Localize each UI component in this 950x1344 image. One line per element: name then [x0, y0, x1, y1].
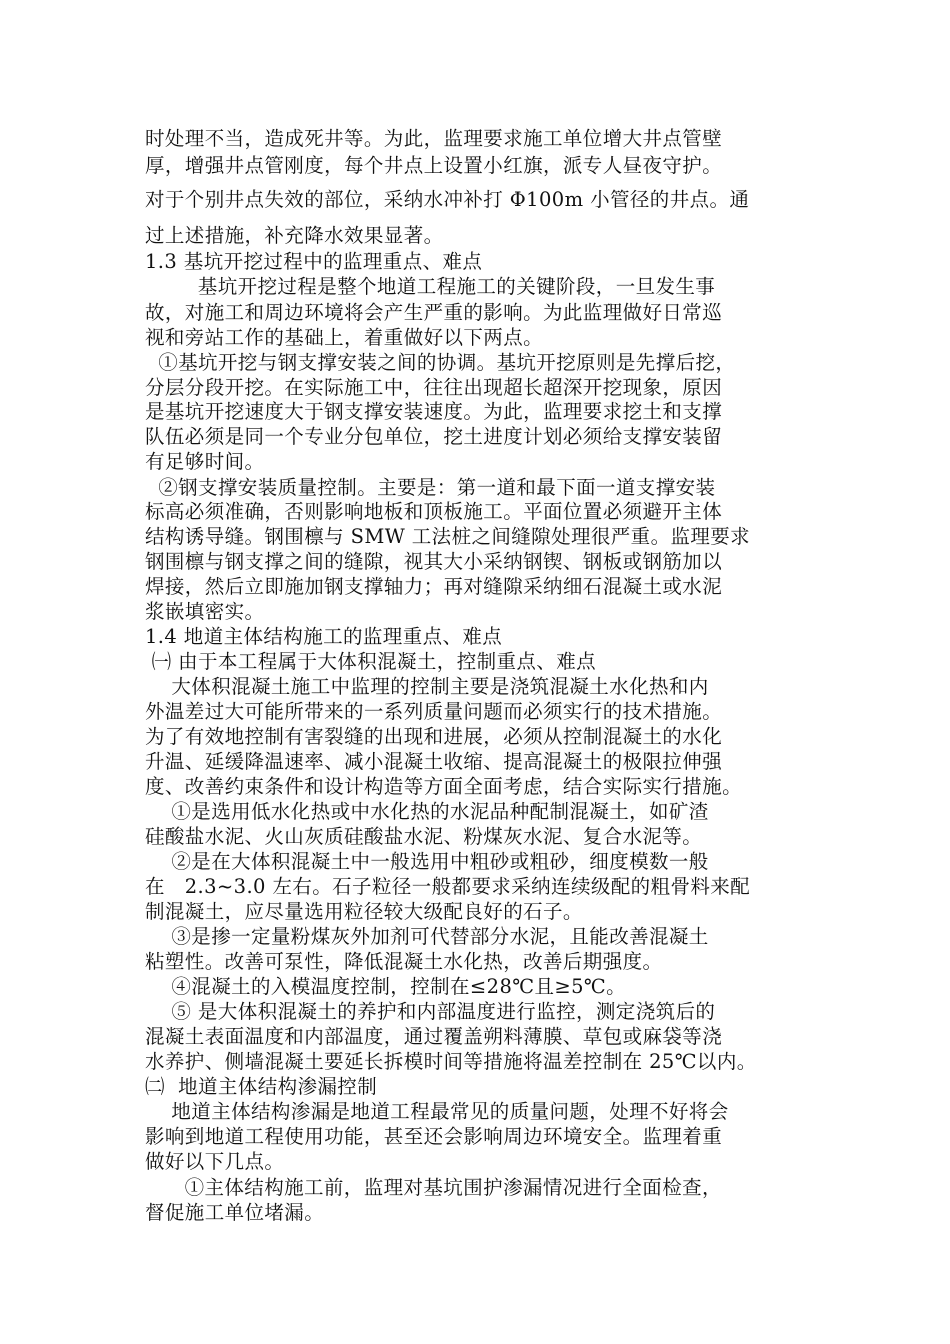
text-line: 故，对施工和周边环境将会产生严重的影响。为此监理做好日常巡 — [145, 301, 723, 324]
text-line: ③是掺一定量粉煤灰外加剂可代替部分水泥，且能改善混凝土 — [145, 925, 709, 948]
text-line: ⑤ 是大体积混凝土的养护和内部温度进行监控，测定浇筑后的 — [145, 1000, 716, 1023]
text-line: 督促施工单位堵漏。 — [145, 1201, 325, 1224]
text-line: 度、改善约束条件和设计构造等方面全面考虑，结合实际实行措施。 — [145, 775, 743, 798]
text-line: 视和旁站工作的基础上，着重做好以下两点。 — [145, 326, 544, 349]
text-line: 大体积混凝土施工中监理的控制主要是浇筑混凝土水化热和内 — [145, 675, 709, 698]
text-line: 粘塑性。改善可泵性，降低混凝土水化热，改善后期强度。 — [145, 950, 663, 973]
text-line: 硅酸盐水泥、火山灰质硅酸盐水泥、粉煤灰水泥、复合水泥等。 — [145, 825, 703, 848]
text-line: 在 2.3~3.0 左右。石子粒径一般都要求采纳连续级配的粗骨料来配 — [145, 875, 751, 898]
text-line: 对于个别井点失效的部位，采纳水冲补打 Φ100m 小管径的井点。通 — [145, 188, 750, 211]
text-line: 分层分段开挖。在实际施工中，往往出现超长超深开挖现象，原因 — [145, 376, 723, 399]
subsection-heading: ㈡ 地道主体结构渗漏控制 — [145, 1075, 378, 1098]
text-line: 基坑开挖过程是整个地道工程施工的关键阶段，一旦发生事 — [145, 275, 716, 298]
text-line: 为了有效地控制有害裂缝的出现和进展，必须从控制混凝土的水化 — [145, 725, 723, 748]
subsection-heading: ㈠ 由于本工程属于大体积混凝土，控制重点、难点 — [145, 650, 596, 673]
text-line: 结构诱导缝。钢围檩与 SMW 工法桩之间缝隙处理很严重。监理要求 — [145, 525, 751, 548]
text-line: 做好以下几点。 — [145, 1150, 285, 1173]
text-line: ①主体结构施工前，监理对基坑围护渗漏情况进行全面检查， — [145, 1176, 722, 1199]
text-line: 制混凝土，应尽量选用粒径较大级配良好的石子。 — [145, 900, 583, 923]
text-line: ④混凝土的入模温度控制，控制在≤28℃且≥5℃。 — [145, 975, 627, 998]
text-line: 水养护、侧墙混凝土要延长拆模时间等措施将温差控制在 25℃以内。 — [145, 1050, 757, 1073]
text-line: 是基坑开挖速度大于钢支撑安装速度。为此，监理要求挖土和支撑 — [145, 400, 723, 423]
text-line: ②钢支撑安装质量控制。主要是：第一道和最下面一道支撑安装 — [145, 476, 716, 499]
text-line: 焊接，然后立即施加钢支撑轴力；再对缝隙采纳细石混凝土或水泥 — [145, 575, 723, 598]
text-line: 混凝土表面温度和内部温度，通过覆盖朔料薄膜、草包或麻袋等浇 — [145, 1025, 723, 1048]
text-line: ①是选用低水化热或中水化热的水泥品种配制混凝土，如矿渣 — [145, 800, 709, 823]
text-line: 升温、延缓降温速率、减小混凝土收缩、提高混凝土的极限拉伸强 — [145, 750, 723, 773]
text-line: 外温差过大可能所带来的一系列质量问题而必须实行的技术措施。 — [145, 700, 723, 723]
text-line: 厚，增强井点管刚度，每个井点上设置小红旗，派专人昼夜守护。 — [145, 154, 723, 177]
section-heading: 1.4 地道主体结构施工的监理重点、难点 — [145, 625, 503, 648]
text-line: 时处理不当，造成死井等。为此，监理要求施工单位增大井点管壁 — [145, 127, 723, 150]
text-line: 队伍必须是同一个专业分包单位，挖土进度计划必须给支撑安装留 — [145, 425, 723, 448]
text-line: 浆嵌填密实。 — [145, 600, 265, 623]
text-line: 标高必须准确，否则影响地板和顶板施工。平面位置必须避开主体 — [145, 500, 723, 523]
text-line: ②是在大体积混凝土中一般选用中粗砂或粗砂，细度模数一般 — [145, 850, 709, 873]
text-line: 有足够时间。 — [145, 450, 265, 473]
text-line: 过上述措施，补充降水效果显著。 — [145, 224, 444, 247]
text-line: ①基坑开挖与钢支撑安装之间的协调。基坑开挖原则是先撑后挖， — [145, 351, 736, 374]
text-line: 地道主体结构渗漏是地道工程最常见的质量问题，处理不好将会 — [145, 1100, 729, 1123]
text-line: 影响到地道工程使用功能，甚至还会影响周边环境安全。监理着重 — [145, 1125, 723, 1148]
section-heading: 1.3 基坑开挖过程中的监理重点、难点 — [145, 250, 483, 273]
text-line: 钢围檩与钢支撑之间的缝隙，视其大小采纳钢锲、钢板或钢筋加以 — [145, 550, 723, 573]
